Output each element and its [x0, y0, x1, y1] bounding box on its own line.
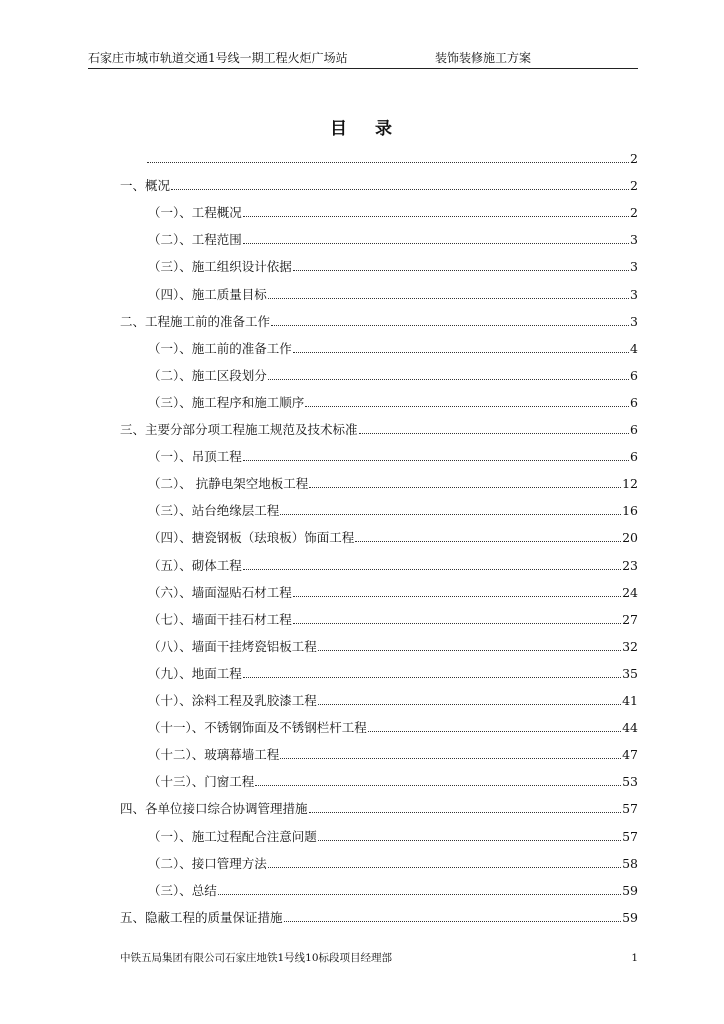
toc-entry[interactable]	[148, 257, 638, 277]
toc-dot-leader	[355, 528, 621, 542]
toc-dot-leader	[243, 664, 621, 678]
toc-entry-title: （七）、墙面干挂石材工程	[148, 611, 292, 627]
page-header	[88, 50, 638, 69]
toc-entry-title: 三、主要分部分项工程施工规范及技术标准	[120, 422, 358, 437]
footer-company: 中铁五局集团有限公司石家庄地铁1号线10标段项目经理部	[120, 952, 393, 964]
toc-dot-leader	[280, 745, 621, 759]
toc-entry-page: 2	[630, 205, 638, 221]
toc-entry-title: （二）、 抗静电架空地板工程	[148, 476, 309, 492]
toc-entry-page: 57	[622, 801, 638, 817]
toc-entry-title: （二）、接口管理方法	[148, 855, 267, 871]
toc-entry-page: 41	[622, 693, 638, 708]
toc-entry[interactable]	[148, 610, 638, 630]
toc-entry[interactable]	[148, 501, 638, 521]
toc-entry-page: 32	[622, 638, 638, 654]
toc-entry[interactable]	[148, 528, 638, 548]
toc-entry-title: （四）、搪瓷钢板（珐琅板）饰面工程	[148, 530, 355, 546]
toc-dot-leader	[305, 393, 629, 407]
toc-entry-page: 4	[630, 340, 638, 356]
toc-entry-page: 27	[622, 611, 638, 627]
toc-entry[interactable]	[148, 881, 638, 901]
toc-entry[interactable]	[148, 203, 638, 223]
toc-entry-title: 四、各单位接口综合协调管理措施	[120, 801, 308, 817]
toc-entry[interactable]	[148, 447, 638, 467]
toc-entry-page: 58	[622, 855, 638, 871]
toc-entry-title: （三）、施工程序和施工顺序	[148, 394, 305, 410]
toc-entry-title: （四）、施工质量目标	[148, 286, 267, 302]
toc-entry[interactable]	[120, 908, 638, 928]
toc-dot-leader	[243, 447, 629, 461]
toc-entry-title: （八）、墙面干挂烤瓷铝板工程	[148, 638, 317, 654]
toc-dot-leader	[243, 203, 629, 217]
toc-entry-page: 3	[630, 313, 638, 329]
toc-dot-leader	[359, 420, 630, 434]
toc-dot-leader	[268, 285, 629, 299]
toc-title-part2: 录	[375, 119, 394, 139]
toc-dot-leader	[171, 176, 629, 190]
toc-entry[interactable]	[148, 230, 638, 250]
toc-entry-page: 23	[622, 557, 638, 573]
toc-entry-page: 35	[622, 665, 638, 681]
toc-entry-page: 2	[630, 178, 638, 194]
toc-dot-leader	[293, 257, 629, 271]
toc-entry-page: 44	[622, 720, 638, 736]
toc-entry-page: 16	[622, 503, 638, 519]
header-document-name: 装饰装修施工方案	[435, 51, 532, 65]
toc-entry-page: 59	[622, 882, 638, 898]
toc-entry-title: 五、隐蔽工程的质量保证措施	[120, 909, 283, 925]
toc-entry-title: （二）、工程范围	[148, 232, 242, 248]
toc-entry-page: 53	[622, 774, 638, 790]
toc-entry-page: 6	[630, 449, 638, 465]
toc-entry-title: （五）、砌体工程	[148, 557, 242, 573]
toc-entry-page: 2	[630, 151, 638, 166]
toc-dot-leader	[318, 827, 621, 841]
toc-entry[interactable]	[148, 664, 638, 684]
toc-title	[0, 114, 724, 139]
toc-dot-leader	[368, 718, 621, 732]
toc-dot-leader	[318, 691, 621, 705]
toc-dot-leader	[293, 339, 629, 353]
toc-entry[interactable]	[148, 366, 638, 386]
toc-dot-leader	[243, 230, 629, 244]
toc-entry[interactable]	[148, 827, 638, 847]
footer-page-number: 1	[631, 952, 638, 964]
toc-entry[interactable]	[148, 393, 638, 413]
toc-entry[interactable]	[120, 176, 638, 196]
toc-entry[interactable]	[148, 637, 638, 657]
toc-entry-title: （十三）、门窗工程	[148, 774, 255, 790]
toc-entry-title: （二）、施工区段划分	[148, 367, 267, 383]
toc-entry-page: 3	[630, 259, 638, 275]
toc-entry[interactable]	[148, 474, 638, 494]
toc-entry-page: 3	[630, 232, 638, 248]
toc-entry-page: 24	[622, 584, 638, 600]
toc-entry-title: （六）、墙面湿贴石材工程	[148, 584, 292, 600]
toc-entry-page: 12	[622, 476, 638, 492]
toc-entry[interactable]	[120, 799, 638, 819]
toc-entry-title: （十）、涂料工程及乳胶漆工程	[148, 693, 317, 708]
toc-dot-leader	[268, 366, 629, 380]
toc-entry-page: 57	[622, 828, 638, 844]
toc-entry-title: （三）、站台绝缘层工程	[148, 503, 280, 519]
toc-entry-page: 20	[622, 530, 638, 546]
toc-entry-page: 6	[630, 422, 638, 437]
toc-entry-page: 59	[622, 909, 638, 925]
toc-dot-leader	[293, 610, 621, 624]
toc-entry[interactable]	[120, 312, 638, 332]
toc-dot-leader	[243, 556, 621, 570]
toc-dot-leader	[309, 474, 621, 488]
toc-dot-leader	[309, 799, 622, 813]
toc-entry-title: （一）、施工过程配合注意问题	[148, 828, 317, 844]
toc-entry[interactable]	[148, 556, 638, 576]
toc-dot-leader	[318, 637, 621, 651]
toc-dot-leader	[268, 854, 621, 868]
toc-entry-title: （三）、施工组织设计依据	[148, 259, 292, 275]
toc-title-part1: 目	[330, 119, 349, 139]
toc-entry-title: （十二）、玻璃幕墙工程	[148, 747, 280, 763]
toc-entry[interactable]	[120, 420, 638, 440]
toc-entry-title: （一）、施工前的准备工作	[148, 340, 292, 356]
header-project-name: 石家庄市城市轨道交通1号线一期工程火炬广场站	[88, 51, 348, 65]
toc-entry-title: （一）、工程概况	[148, 205, 242, 221]
toc-dot-leader	[293, 583, 621, 597]
toc-entry-page: 47	[622, 747, 638, 763]
toc-entry-page: 3	[630, 286, 638, 302]
toc-dot-leader	[218, 881, 621, 895]
toc-entry[interactable]	[148, 718, 638, 738]
toc-dot-leader	[271, 312, 629, 326]
toc-entry[interactable]	[148, 285, 638, 305]
toc-dot-leader	[255, 772, 621, 786]
toc-entry-title: （九）、地面工程	[148, 665, 242, 681]
toc-entry[interactable]	[146, 149, 638, 169]
toc-dot-leader	[280, 501, 621, 515]
toc-entry[interactable]	[148, 854, 638, 874]
toc-entry-title: （三）、总结	[148, 882, 217, 898]
toc-entry[interactable]	[148, 691, 638, 711]
toc-dot-leader	[284, 908, 622, 922]
toc-entry-title: （十一）、不锈钢饰面及不锈钢栏杆工程	[148, 720, 367, 736]
toc-entry[interactable]	[148, 339, 638, 359]
toc-dot-leader	[147, 149, 629, 163]
toc-entry[interactable]	[148, 772, 638, 792]
toc-entry-title: 二、工程施工前的准备工作	[120, 313, 271, 329]
toc-entry-page: 6	[630, 394, 638, 410]
toc-entry-page: 6	[630, 367, 638, 383]
toc-entry-title: 一、概况	[120, 178, 171, 194]
toc-entry-title: （一）、吊顶工程	[148, 449, 242, 465]
toc-entry[interactable]	[148, 745, 638, 765]
toc-entry[interactable]	[148, 583, 638, 603]
